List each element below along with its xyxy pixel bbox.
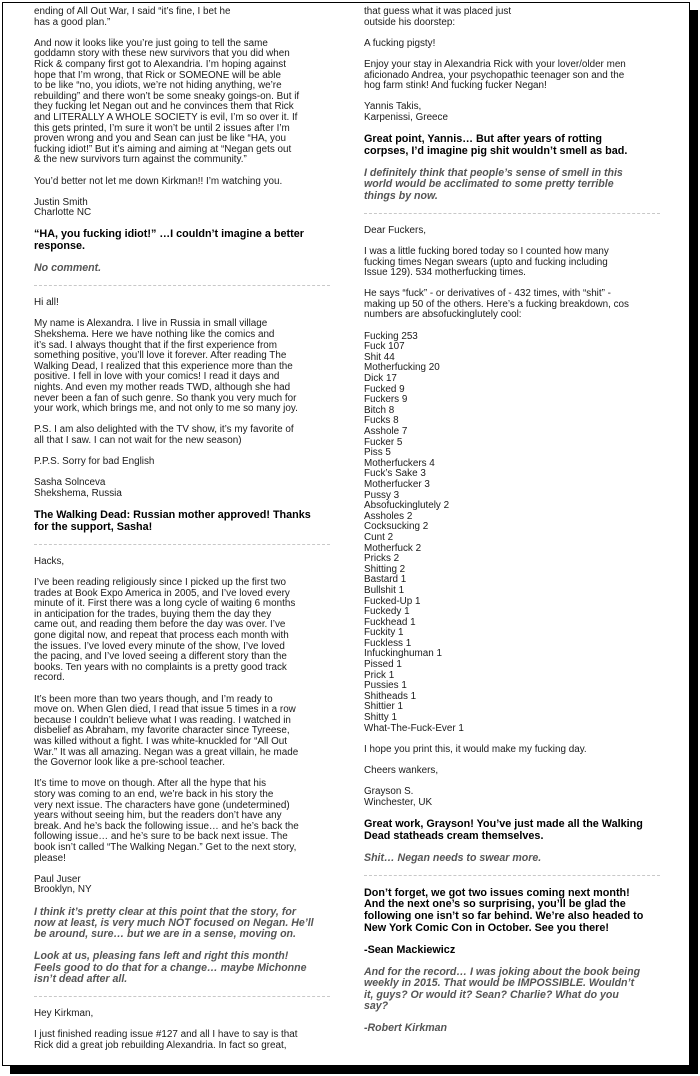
swear-count-item: Fucker 5: [364, 436, 403, 448]
swear-count-item: Shitty 1: [364, 712, 397, 724]
letter-divider: [34, 996, 330, 997]
swear-count-item: Shitting 2: [364, 563, 406, 575]
letter-signature: Justin Smith Charlotte NC: [34, 196, 92, 219]
swear-count-item: Pussies 1: [364, 680, 407, 692]
swear-count-item: Shittier 1: [364, 701, 403, 713]
swear-count-item: Motherfucker 3: [364, 478, 430, 490]
swear-count-item: Assholes 2: [364, 510, 413, 522]
letter-paragraph: I’ve been reading religiously since I picked up the first two trades at Book Expo America in 2005, and I’ve loved every minute of it. First there was a long cycle of waiting 6 months in anticipation for the trades, buying them the day they came out, and reading them before the day was over. I’ve gone digital now, and repeat that process each month with the issues. I’ve loved every minute of the show, I’ve loved the pacing, and I’ve loved seeing a different story than the books. Ten years with no complaints is a pretty good track record.: [34, 577, 296, 684]
swear-count-item: Motherfuck 2: [364, 542, 422, 554]
swear-count-item: Pussy 3: [364, 489, 400, 501]
swear-count-item: Shit 44: [364, 351, 395, 363]
swear-count-item: Bullshit 1: [364, 584, 405, 596]
signature-sean: -Sean Mackiewicz: [364, 943, 456, 956]
editor-reply: Shit… Negan needs to swear more.: [364, 851, 542, 864]
swear-count-item: Fuckless 1: [364, 637, 412, 649]
swear-count-item: Piss 5: [364, 447, 391, 459]
letter-paragraph: I hope you print this, it would make my fucking day.: [364, 743, 587, 755]
letter-signature: Yannis Takis, Karpenissi, Greece: [364, 101, 448, 123]
editor-response: Great point, Yannis… But after years of rotting corpses, I’d imagine pig shit wouldn’t smell as bad.: [364, 133, 628, 157]
signature-robert: -Robert Kirkman: [364, 1022, 447, 1035]
letter-paragraph: My name is Alexandra. I live in Russia in small village Shekshema. Here we have nothing like the comics and it’s sad. I always thought that if the first experience from something positive, you’ll love it forever. After reading The Walking Dead, I realized that this experience more than the positive. I fell in love with your comics! I read it days and nights. And even my mother reads TWD, although she had never been a fan of such genre. So thank you very much for your work, which brings me, and not only to me so many joy.: [34, 318, 298, 415]
closing-note: And for the record… I was joking about the book being weekly in 2015. That would be IMPOSSIBLE. Wouldn’t it, guys? Or would it? Sean? Charlie? What do you say?: [364, 965, 641, 1013]
swear-count-item: Bastard 1: [364, 574, 407, 586]
letter-divider: [34, 285, 330, 286]
letter-greeting: Hacks,: [34, 555, 65, 567]
swear-count-item: Fuckity 1: [364, 627, 404, 639]
swear-count-item: Fuckhead 1: [364, 616, 416, 628]
swear-count-item: Shitheads 1: [364, 690, 417, 702]
swear-count-item: Pricks 2: [364, 553, 400, 565]
swear-count-item: Fuck 107: [364, 341, 405, 353]
swear-count-item: Fuck’s Sake 3: [364, 468, 426, 480]
editor-response: Great work, Grayson! You’ve just made all the Walking Dead statheads cream themselves.: [364, 817, 643, 842]
letter-divider: [364, 213, 660, 214]
letter-paragraph: It’s been more than two years though, and I’m ready to move on. When Glen died, I read that issue 5 times in a row because I couldn’t believe what I was reading. I watched in disbelief as Abraham, my favorite character since Tyreese, was killed without a fight. I was white-knuckled for “All Out War.” It was all amazing. Negan was a great villain, he made the Governor look like a pre-school teacher.: [34, 693, 299, 769]
editor-reply: I definitely think that people’s sense of smell in this world would be acclimated to some pretty terrible things by now.: [364, 166, 623, 202]
swear-count-item: Cocksucking 2: [364, 521, 429, 533]
editor-response: “HA, you fucking idiot!” …I couldn’t imagine a better response.: [34, 228, 304, 253]
editor-reply: No comment.: [34, 262, 102, 275]
letter-paragraph: And now it looks like you’re just going to tell the same goddamn story with these new survivors that you did when Rick & company first got to Alexandria. I’m hoping against hope that I’m wrong, that Rick or SOMEONE will be able to be like “no, you idiots, we’re not hiding anything, we’re rebuilding” and there won’t be some sneaky goings-on. But if they fucking let Negan out and he convinces them that Rick and LITERALLY A WHOLE SOCIETY is evil, I’m so over it. If this gets printed, I’m sure it won’t be until 2 issues after I’m proven wrong and you and Sean can just be like “HA, you fucking idiot!” But it’s aiming and aiming at “Negan gets out & the new survivors turn against the community.”: [34, 37, 300, 166]
swear-count-item: Absofuckinglutely 2: [364, 500, 450, 512]
letter-paragraph: P.S. I am also delighted with the TV show, it’s my favorite of all that I saw. I can not wait for the new season): [34, 424, 294, 446]
right-column: [364, 7, 660, 1045]
letter-divider: [364, 875, 660, 876]
letter-paragraph: that guess what it was placed just outside his doorstep:: [364, 6, 512, 28]
closing-announcement: Don’t forget, we got two issues coming next month! And the next one’s so surprising, you’ll be glad the following one isn’t so far behind. We’re also headed to New York Comic Con in October. See you there!: [364, 886, 644, 934]
swear-count-item: Pissed 1: [364, 659, 402, 671]
letter-greeting: Dear Fuckers,: [364, 224, 427, 236]
swear-count-item: What-The-Fuck-Ever 1: [364, 722, 464, 734]
letter-signature: Sasha Solnceva Shekshema, Russia: [34, 477, 122, 499]
swear-count-list: [364, 332, 660, 735]
letter-signature: Paul Juser Brooklyn, NY: [34, 873, 92, 896]
swear-count-item: Asshole 7: [364, 426, 408, 437]
letter-paragraph: It’s time to move on though. After all the hype that his story was coming to an end, we’re back in his story the very next issue. The characters have gone (undetermined) years without seeing him, but the readers don’t have any break. And he’s back the following issue… and he’s back the following issue… and he’s sure to be back next issue. The book isn’t called “The Walking Negan.” Get to the next story, please!: [34, 778, 299, 864]
swear-count-item: Fuckers 9: [364, 394, 408, 406]
swear-count-item: Fucking 253: [364, 330, 418, 342]
letter-divider: [34, 544, 330, 545]
letter-paragraph: P.P.S. Sorry for bad English: [34, 456, 155, 468]
letter-greeting: Hey Kirkman,: [34, 1008, 94, 1020]
letters-page: [2, 2, 690, 1066]
swear-count-item: Fucked 9: [364, 383, 405, 395]
letter-paragraph: Cheers wankers,: [364, 765, 439, 776]
left-column: [34, 7, 330, 1062]
letter-paragraph: ending of All Out War, I said “it’s fine, I bet he has a good plan.”: [34, 6, 231, 28]
letter-paragraph: I was a little fucking bored today so I counted how many fucking times Negan swears (upto and fucking including Issue 129). 534 motherfucking times.: [364, 245, 609, 279]
swear-count-item: Cunt 2: [364, 531, 394, 543]
editor-reply: Look at us, pleasing fans left and right this month! Feels good to do that for a change… maybe Michonne isn’t dead after all.: [34, 950, 307, 986]
swear-count-item: Infuckinghuman 1: [364, 648, 442, 660]
letter-paragraph: Enjoy your stay in Alexandria Rick with your lover/older men aficionado Andrea, your psychopathic teenager son and the hog farm stink! And fucking fucker Negan!: [364, 58, 626, 92]
swear-count-item: Motherfucking 20: [364, 362, 440, 374]
swear-count-item: Bitch 8: [364, 404, 395, 416]
letter-paragraph: I just finished reading issue #127 and all I have to say is that Rick did a great job rebuilding Alexandria. In fact so great,: [34, 1029, 298, 1051]
editor-reply: I think it’s pretty clear at this point that the story, for now at least, is very much NOT focused on Negan. He’ll be around, sure… but we are in a sense, moving on.: [34, 905, 314, 941]
swear-count-item: Dick 17: [364, 373, 397, 385]
letter-paragraph: A fucking pigsty!: [364, 37, 436, 49]
editor-response: The Walking Dead: Russian mother approved! Thanks for the support, Sasha!: [34, 509, 311, 533]
swear-count-item: Fuckedy 1: [364, 606, 410, 618]
letter-signature: Grayson S. Winchester, UK: [364, 786, 433, 808]
letter-paragraph: You’d better not let me down Kirkman!! I’m watching you.: [34, 175, 283, 187]
letter-greeting: Hi all!: [34, 297, 59, 309]
swear-count-item: Prick 1: [364, 669, 395, 681]
swear-count-item: Fucks 8: [364, 415, 399, 427]
swear-count-item: Motherfuckers 4: [364, 457, 435, 469]
letter-paragraph: He says “fuck” - or derivatives of - 432 times, with “shit” - making up 50 of the others. Here’s a fucking breakdown, cos numbers are absofuckinglutely cool:: [364, 288, 629, 321]
swear-count-item: Fucked-Up 1: [364, 595, 421, 607]
